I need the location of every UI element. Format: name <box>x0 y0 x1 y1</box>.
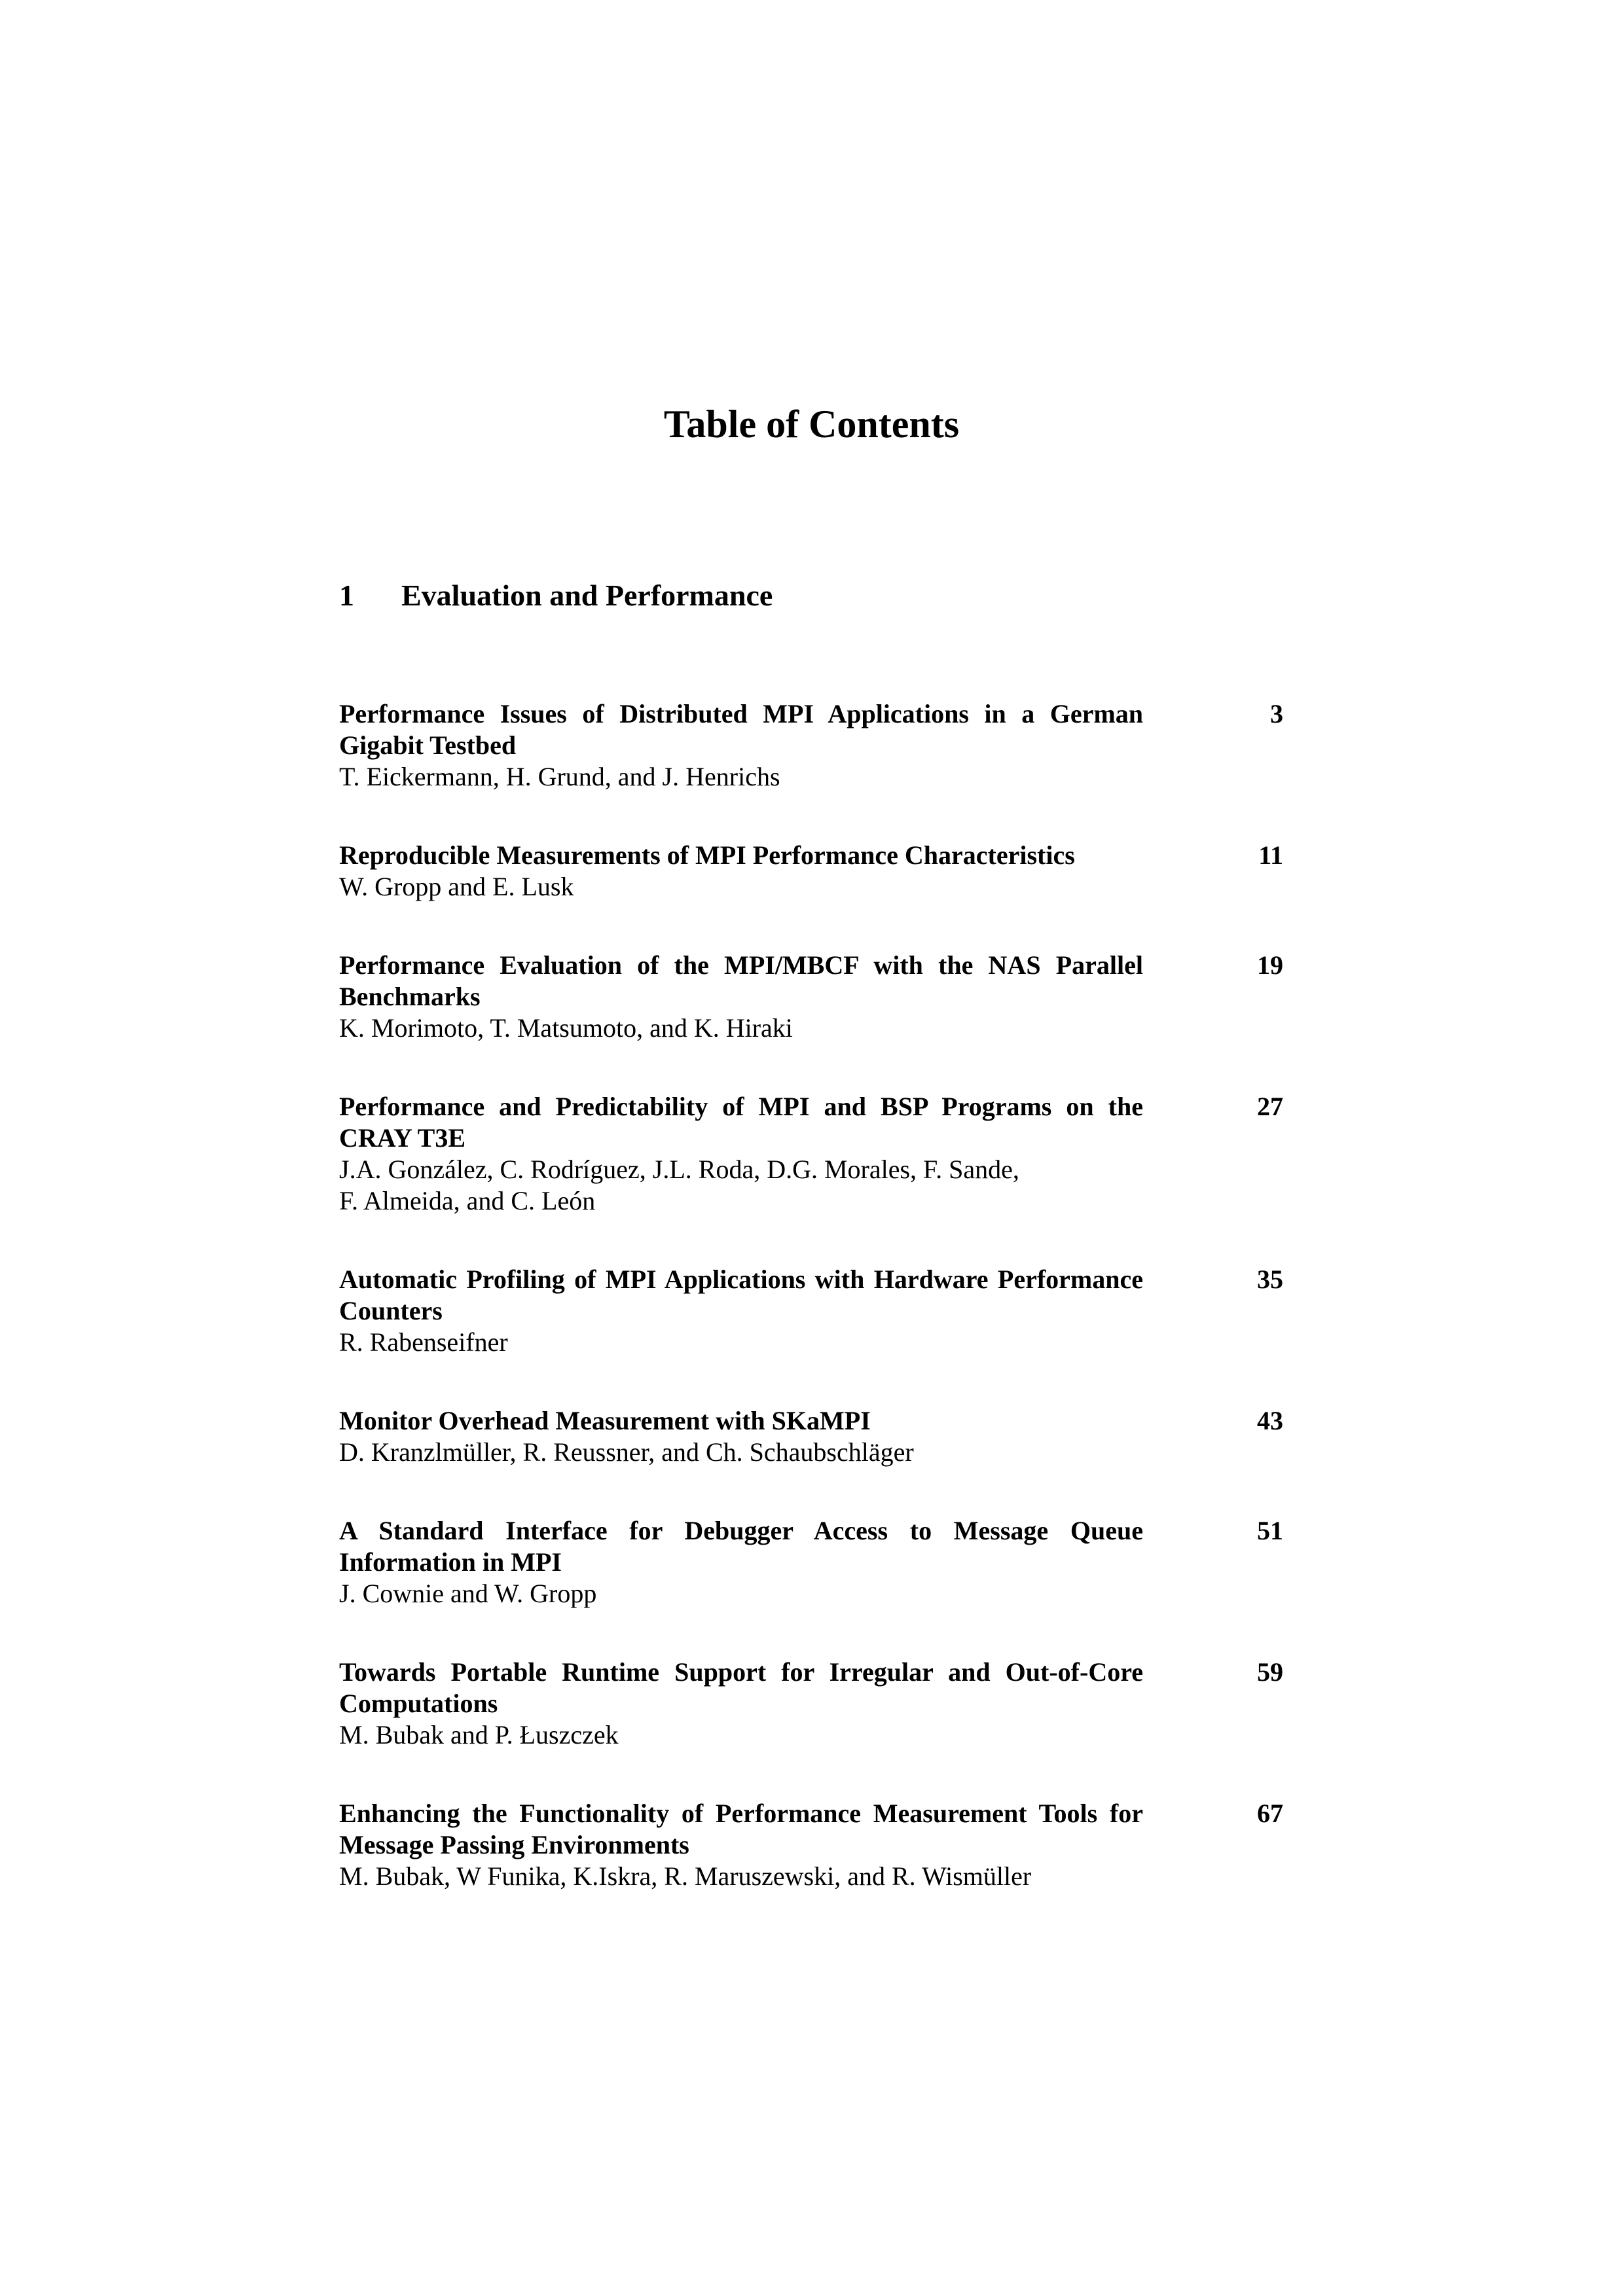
toc-entry[interactable] <box>339 698 1283 793</box>
entry-page-number[interactable]: 35 <box>1257 1265 1283 1294</box>
entry-page-number[interactable]: 59 <box>1257 1657 1283 1687</box>
entry-authors: J. Cownie and W. Gropp <box>339 1579 597 1608</box>
entry-title[interactable]: Towards Portable Runtime Support for Irregular and Out-of-Core Computations <box>339 1657 1143 1718</box>
entry-authors: K. Morimoto, T. Matsumoto, and K. Hiraki <box>339 1013 793 1043</box>
section-heading <box>339 577 773 614</box>
entry-authors-continued: F. Almeida, and C. León <box>339 1186 596 1215</box>
entry-authors: T. Eickermann, H. Grund, and J. Henrichs <box>339 762 780 791</box>
entry-page-number[interactable]: 11 <box>1258 840 1283 870</box>
entry-authors: J.A. González, C. Rodríguez, J.L. Roda, D.G. Morales, F. Sande, <box>339 1155 1019 1184</box>
entry-authors: D. Kranzlmüller, R. Reussner, and Ch. Schaubschläger <box>339 1437 914 1467</box>
toc-entry[interactable] <box>339 1657 1283 1751</box>
toc-entry[interactable] <box>339 1264 1283 1358</box>
toc-entry[interactable] <box>339 1405 1283 1468</box>
entry-page-number[interactable]: 67 <box>1257 1799 1283 1828</box>
entry-title[interactable]: Automatic Profiling of MPI Applications with Hardware Performance Counters <box>339 1265 1143 1325</box>
entry-title[interactable]: Enhancing the Functionality of Performance Measurement Tools for Message Passing Environments <box>339 1799 1143 1859</box>
toc-entry[interactable] <box>339 950 1283 1044</box>
entry-title[interactable]: Monitor Overhead Measurement with SKaMPI <box>339 1406 871 1435</box>
entry-authors: M. Bubak and P. Łuszczek <box>339 1720 619 1749</box>
section-number: 1 <box>339 579 354 612</box>
entry-title[interactable]: Performance Evaluation of the MPI/MBCF with the NAS Parallel Benchmarks <box>339 950 1143 1011</box>
toc-entry[interactable] <box>339 840 1283 903</box>
toc-entry[interactable] <box>339 1091 1283 1217</box>
entry-page-number[interactable]: 51 <box>1257 1516 1283 1545</box>
section-title: Evaluation and Performance <box>401 579 773 612</box>
toc-entry[interactable] <box>339 1515 1283 1609</box>
entry-authors: W. Gropp and E. Lusk <box>339 872 574 901</box>
entry-authors: R. Rabenseifner <box>339 1327 508 1357</box>
entry-page-number[interactable]: 27 <box>1257 1092 1283 1121</box>
entry-page-number[interactable]: 43 <box>1257 1406 1283 1435</box>
entry-title[interactable]: Performance and Predictability of MPI and BSP Programs on the CRAY T3E <box>339 1092 1143 1153</box>
entry-title[interactable]: Performance Issues of Distributed MPI Applications in a German Gigabit Testbed <box>339 699 1143 760</box>
entry-authors: M. Bubak, W Funika, K.Iskra, R. Maruszewski, and R. Wismüller <box>339 1861 1032 1891</box>
entry-page-number[interactable]: 3 <box>1270 699 1283 728</box>
toc-list <box>339 698 1283 1939</box>
entry-title[interactable]: A Standard Interface for Debugger Access to Message Queue Information in MPI <box>339 1516 1143 1577</box>
page-title: Table of Contents <box>663 403 960 446</box>
entry-page-number[interactable]: 19 <box>1257 950 1283 980</box>
entry-title[interactable]: Reproducible Measurements of MPI Performance Characteristics <box>339 840 1075 870</box>
toc-entry[interactable] <box>339 1798 1283 1892</box>
